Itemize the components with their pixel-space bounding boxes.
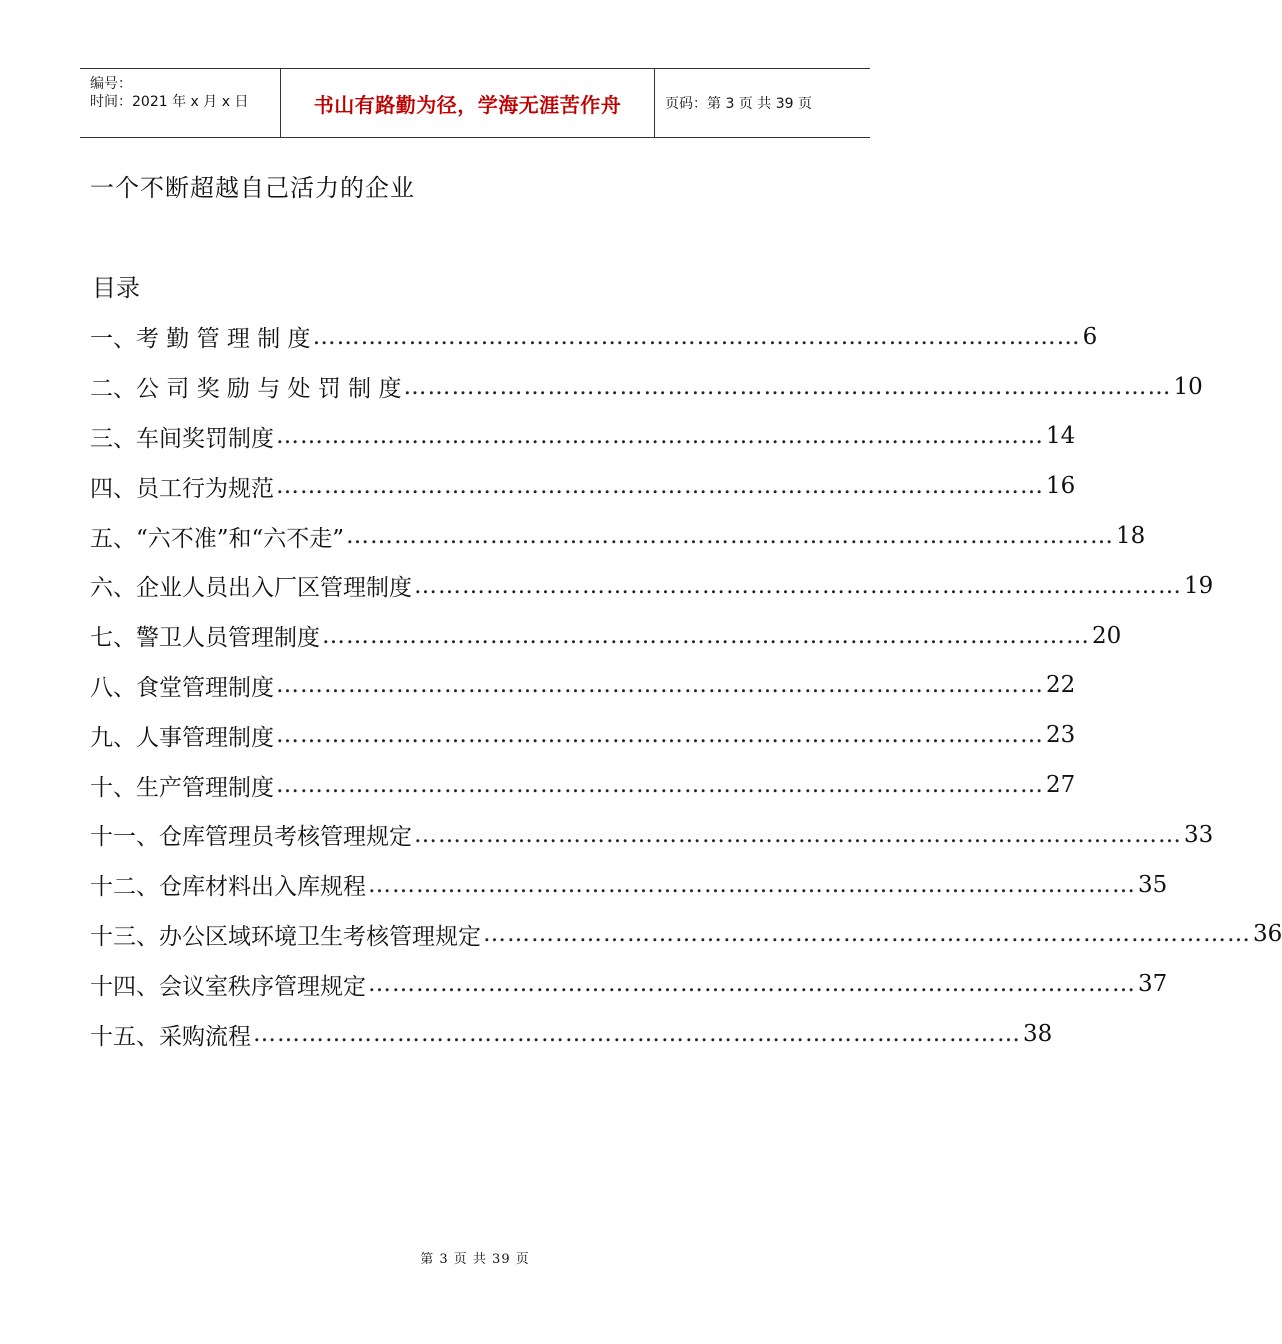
toc-entry-label: 采购流程	[159, 1023, 251, 1050]
toc-entry-label: 企业人员出入厂区管理制度	[136, 575, 412, 602]
toc-entry[interactable]	[90, 710, 1076, 760]
toc-entry[interactable]	[90, 910, 1282, 960]
toc-entry-number: 五、	[90, 525, 136, 552]
toc-leader-dots: ……………………………………………………………………………………	[276, 772, 1044, 799]
toc-leader-dots: ……………………………………………………………………………………	[276, 672, 1044, 699]
toc-entry-label: 警卫人员管理制度	[136, 625, 320, 652]
toc-entry-label: 食堂管理制度	[136, 674, 274, 701]
toc-entry-label: 考 勤 管 理 制 度	[136, 326, 311, 353]
toc-entry-number: 九、	[90, 724, 136, 751]
page-footer: 第 3 页 共 39 页	[420, 1252, 530, 1267]
toc-entry-page: 14	[1046, 423, 1076, 450]
toc-leader-dots: ……………………………………………………………………………………	[368, 971, 1136, 998]
toc-entry-page: 33	[1184, 821, 1214, 848]
toc-entry-page: 6	[1082, 323, 1098, 350]
toc-entry-label: 仓库材料出入库规程	[159, 874, 366, 901]
toc-entry[interactable]	[90, 959, 1168, 1009]
header-meta-cell	[80, 69, 281, 137]
toc-entry-label: 员工行为规范	[136, 475, 274, 502]
header-motto-cell	[281, 69, 655, 137]
toc-entry-label: 生产管理制度	[136, 774, 274, 801]
toc-leader-dots: ……………………………………………………………………………………	[346, 523, 1115, 550]
toc-entry[interactable]	[90, 860, 1168, 910]
toc-entry-number: 十四、	[90, 973, 159, 1000]
toc-entry-page: 38	[1023, 1021, 1053, 1048]
toc-entry-page: 19	[1184, 572, 1214, 599]
toc-entry-number: 三、	[90, 425, 136, 452]
header-page-cell	[655, 69, 870, 137]
toc-leader-dots: ……………………………………………………………………………………	[276, 423, 1044, 450]
toc-leader-dots: ……………………………………………………………………………………	[276, 722, 1044, 749]
time-label: 时间：2021 年 x 月 x 日	[90, 94, 249, 110]
toc-entry-number: 六、	[90, 575, 136, 602]
toc-entry-label: 办公区域环境卫生考核管理规定	[159, 923, 481, 950]
toc-entry[interactable]	[90, 760, 1076, 810]
table-of-contents	[90, 312, 1282, 1059]
header-page-info: 页码：第 3 页 共 39 页	[665, 96, 812, 112]
toc-entry-number: 四、	[90, 475, 136, 502]
toc-entry[interactable]	[90, 511, 1146, 561]
toc-entry-label: 会议室秩序管理规定	[159, 973, 366, 1000]
page-header	[80, 68, 870, 138]
toc-entry-number: 八、	[90, 674, 136, 701]
toc-entry[interactable]	[90, 1009, 1053, 1059]
motto-text: 书山有路勤为径，学海无涯苦作舟	[313, 92, 622, 117]
toc-entry-label: “六不准”和“六不走”	[136, 525, 345, 552]
toc-leader-dots: ……………………………………………………………………………………	[414, 572, 1182, 599]
toc-entry-page: 10	[1173, 373, 1203, 400]
toc-entry[interactable]	[90, 661, 1076, 711]
toc-entry-number: 十三、	[90, 923, 159, 950]
toc-entry-number: 十、	[90, 774, 136, 801]
toc-entry-number: 十二、	[90, 874, 159, 901]
toc-entry-page: 27	[1046, 772, 1076, 799]
number-label: 编号：	[90, 76, 132, 92]
toc-entry-label: 公 司 奖 励 与 处 罚 制 度	[136, 376, 402, 403]
toc-entry-label: 人事管理制度	[136, 724, 274, 751]
toc-leader-dots: ……………………………………………………………………………………	[253, 1021, 1021, 1048]
toc-entry-page: 35	[1138, 871, 1168, 898]
toc-entry[interactable]	[90, 412, 1076, 462]
toc-entry-page: 23	[1046, 722, 1076, 749]
toc-entry-label: 车间奖罚制度	[136, 425, 274, 452]
toc-leader-dots: ……………………………………………………………………………………	[368, 871, 1136, 898]
toc-entry-page: 36	[1253, 921, 1282, 948]
toc-leader-dots: ……………………………………………………………………………………	[276, 473, 1044, 500]
toc-entry-number: 十五、	[90, 1023, 159, 1050]
toc-entry-page: 20	[1092, 622, 1122, 649]
toc-entry[interactable]	[90, 362, 1203, 412]
toc-title: 目录	[92, 274, 140, 302]
document-subtitle: 一个不断超越自己活力的企业	[90, 174, 415, 202]
toc-entry[interactable]	[90, 561, 1214, 611]
toc-entry-number: 一、	[90, 326, 136, 353]
toc-entry-page: 22	[1046, 672, 1076, 699]
toc-leader-dots: ……………………………………………………………………………………	[322, 622, 1090, 649]
toc-entry-label: 仓库管理员考核管理规定	[159, 824, 412, 851]
toc-entry[interactable]	[90, 461, 1076, 511]
toc-entry-page: 16	[1046, 473, 1076, 500]
toc-entry[interactable]	[90, 810, 1214, 860]
toc-entry[interactable]	[90, 312, 1098, 362]
toc-leader-dots: ……………………………………………………………………………………	[414, 821, 1182, 848]
toc-leader-dots: ……………………………………………………………………………………	[312, 323, 1081, 350]
toc-leader-dots: ……………………………………………………………………………………	[403, 373, 1172, 400]
toc-entry-number: 十一、	[90, 824, 159, 851]
toc-entry[interactable]	[90, 611, 1122, 661]
toc-leader-dots: ……………………………………………………………………………………	[483, 921, 1251, 948]
toc-entry-page: 37	[1138, 971, 1168, 998]
toc-entry-number: 二、	[90, 376, 136, 403]
toc-entry-number: 七、	[90, 625, 136, 652]
toc-entry-page: 18	[1116, 523, 1146, 550]
